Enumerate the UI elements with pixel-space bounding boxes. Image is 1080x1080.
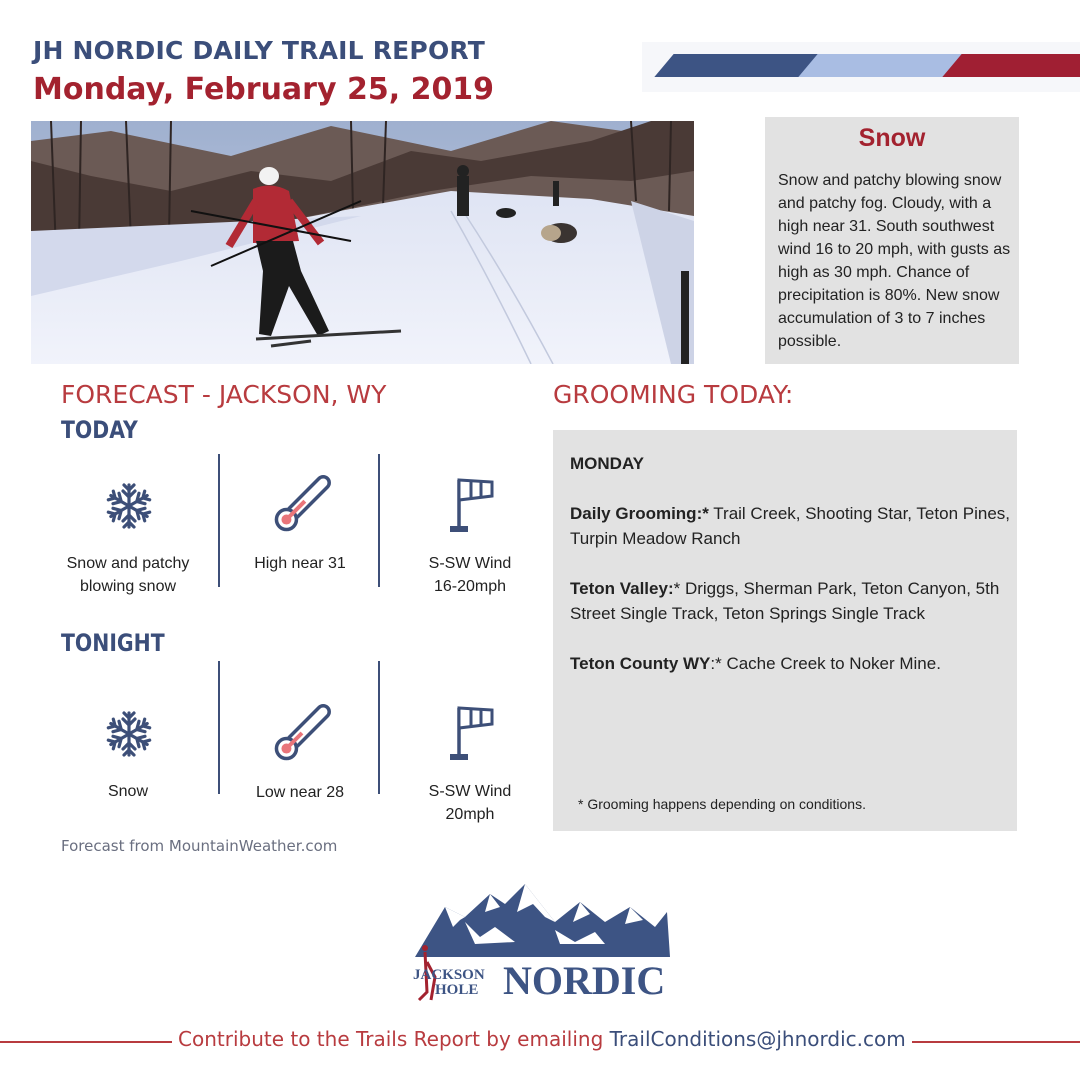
tonight-condition: Snow bbox=[107, 783, 149, 800]
stripe-red bbox=[942, 54, 1080, 77]
stripe-navy bbox=[654, 54, 823, 77]
daily-grooming bbox=[570, 501, 1015, 551]
thermometer-icon bbox=[272, 474, 332, 534]
divider bbox=[378, 661, 380, 794]
divider bbox=[218, 661, 220, 794]
footer-text: Contribute to the Trails Report by emailing bbox=[178, 1027, 610, 1051]
today-wind: S-SW Wind 16-20mph bbox=[428, 555, 512, 595]
footer-contribute bbox=[178, 1027, 906, 1051]
snow-summary-panel bbox=[765, 117, 1019, 364]
today-temperature: High near 31 bbox=[254, 555, 346, 572]
contact-email-link[interactable]: TrailConditions@jhnordic.com bbox=[609, 1027, 906, 1051]
teton-valley-text: * Driggs, Sherman Park, Teton Canyon, 5th Street Single Track, Teton Springs Single Track bbox=[570, 579, 1000, 623]
grooming-title: GROOMING TODAY: bbox=[553, 380, 794, 409]
daily-grooming-text: Trail Creek, Shooting Star, Teton Pines, Turpin Meadow Ranch bbox=[570, 504, 1010, 548]
report-date: Monday, February 25, 2019 bbox=[33, 72, 495, 107]
tonight-temperature: Low near 28 bbox=[255, 784, 345, 801]
teton-county-text: :* Cache Creek to Noker Mine. bbox=[710, 654, 941, 673]
trail-photo bbox=[31, 121, 694, 364]
today-condition: Snow and patchy blowing snow bbox=[66, 555, 190, 595]
today-label: TODAY bbox=[61, 416, 138, 444]
footer-rule-left bbox=[0, 1041, 172, 1043]
snowflake-icon bbox=[104, 478, 154, 538]
jackson-hole-nordic-logo bbox=[405, 882, 675, 1012]
teton-county-label: Teton County WY bbox=[570, 654, 711, 673]
snowflake-icon bbox=[104, 706, 154, 766]
teton-valley-label: Teton Valley: bbox=[570, 579, 674, 598]
teton-valley-grooming bbox=[570, 576, 1015, 626]
footer-rule-right bbox=[912, 1041, 1080, 1043]
tonight-wind: S-SW Wind 20mph bbox=[428, 783, 512, 823]
grooming-panel bbox=[553, 430, 1017, 831]
forecast-title: FORECAST - JACKSON, WY bbox=[61, 380, 387, 409]
grooming-day: MONDAY bbox=[570, 454, 644, 473]
grooming-note: * Grooming happens depending on conditions. bbox=[578, 796, 866, 812]
tonight-label: TONIGHT bbox=[61, 629, 165, 657]
snow-summary-title: Snow bbox=[858, 124, 926, 152]
windsock-icon bbox=[447, 476, 497, 536]
logo-hole: HOLE bbox=[435, 982, 479, 998]
windsock-icon bbox=[447, 704, 497, 764]
thermometer-icon bbox=[272, 703, 332, 763]
logo-jackson: JACKSON bbox=[413, 967, 485, 983]
forecast-source: Forecast from MountainWeather.com bbox=[61, 837, 338, 855]
teton-county-grooming bbox=[570, 651, 1015, 676]
snow-summary-text: Snow and patchy blowing snow and patchy fog. Cloudy, with a high near 31. South southwest wind 16 to 20 mph, with gusts as high as 30 mph. Chance of precipitation is 80%. New snow accumulation of 3 to 7 inches possible. bbox=[778, 172, 1011, 350]
daily-grooming-label: Daily Grooming:* bbox=[570, 504, 709, 523]
decorative-stripes bbox=[642, 42, 1080, 92]
logo-nordic: NORDIC bbox=[503, 958, 666, 1003]
report-title: JH NORDIC DAILY TRAIL REPORT bbox=[33, 36, 485, 65]
